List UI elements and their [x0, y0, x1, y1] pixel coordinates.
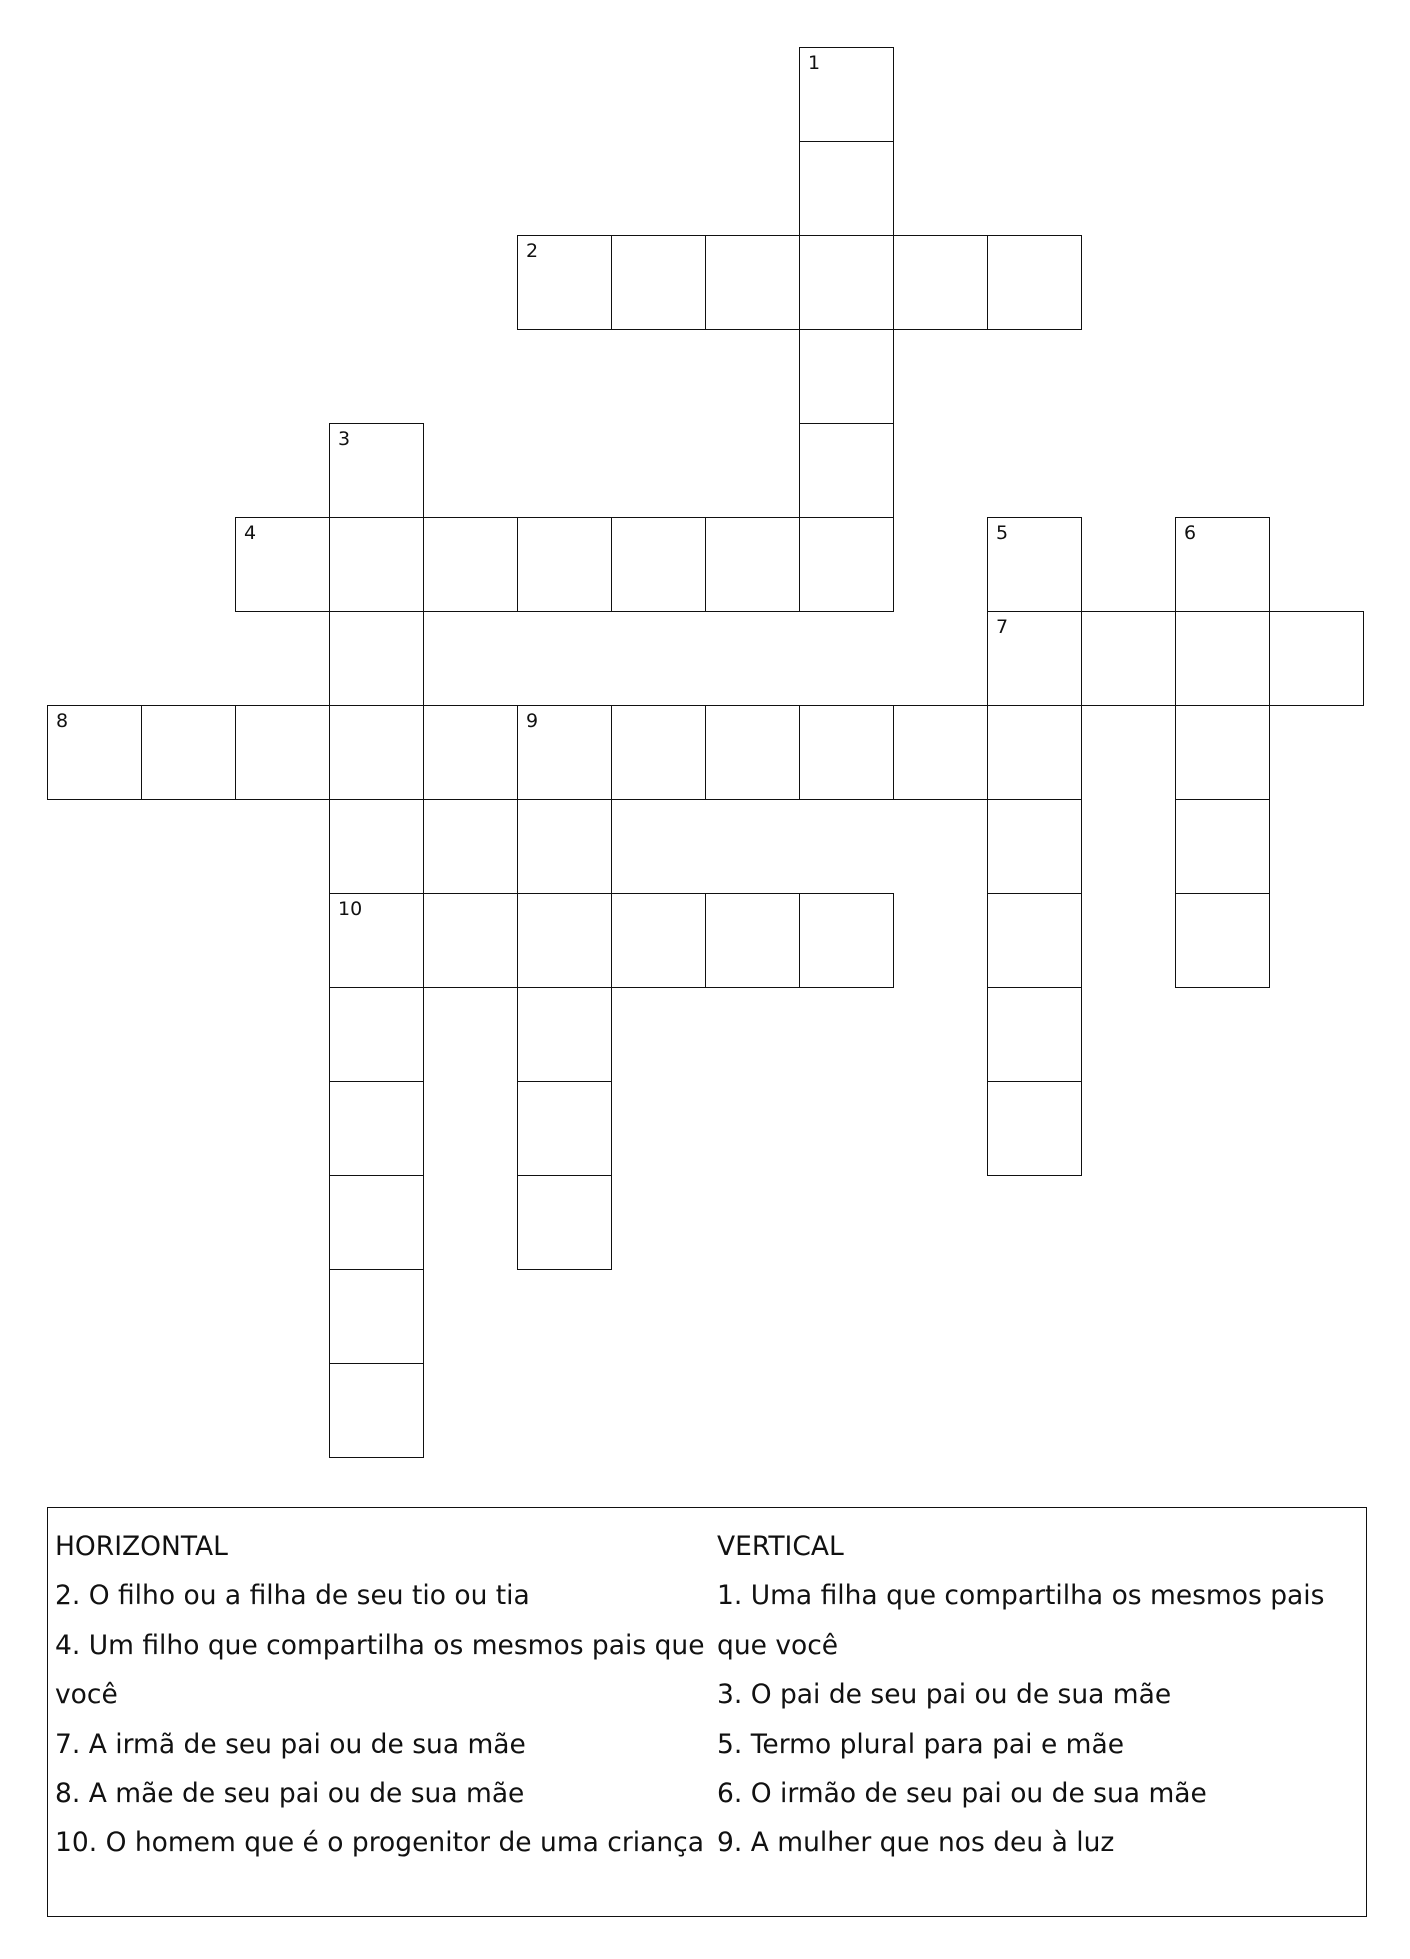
crossword-cell[interactable] [329, 799, 424, 894]
crossword-cell[interactable] [423, 517, 518, 612]
crossword-cell[interactable] [705, 517, 800, 612]
crossword-cell[interactable] [329, 1269, 424, 1364]
crossword-cell[interactable] [329, 1175, 424, 1270]
crossword-cell[interactable] [1175, 517, 1270, 612]
crossword-cell[interactable] [799, 423, 894, 518]
crossword-cell[interactable] [705, 705, 800, 800]
crossword-cell[interactable] [517, 517, 612, 612]
clue-number: 8 [56, 710, 69, 732]
crossword-cell[interactable] [517, 1081, 612, 1176]
crossword-cell[interactable] [329, 423, 424, 518]
horizontal-heading: HORIZONTAL [55, 1531, 228, 1562]
clue-number: 5 [996, 522, 1009, 544]
clues-box [47, 1507, 1367, 1917]
clue-line: 3. O pai de seu pai ou de sua mãe [717, 1679, 1172, 1711]
crossword-cell[interactable] [799, 517, 894, 612]
clue-line: 4. Um filho que compartilha os mesmos pais que [55, 1629, 705, 1661]
crossword-cell[interactable] [1175, 611, 1270, 706]
clue-line: 10. O homem que é o progenitor de uma criança [55, 1827, 704, 1859]
crossword-cell[interactable] [329, 517, 424, 612]
crossword-cell[interactable] [893, 235, 988, 330]
crossword-cell[interactable] [611, 235, 706, 330]
crossword-cell[interactable] [329, 1363, 424, 1458]
crossword-cell[interactable] [517, 893, 612, 988]
crossword-cell[interactable] [235, 517, 330, 612]
clue-number: 3 [338, 428, 351, 450]
crossword-cell[interactable] [611, 517, 706, 612]
crossword-cell[interactable] [329, 987, 424, 1082]
crossword-cell[interactable] [329, 705, 424, 800]
crossword-cell[interactable] [517, 705, 612, 800]
crossword-cell[interactable] [987, 705, 1082, 800]
crossword-cell[interactable] [799, 47, 894, 142]
clue-number: 2 [526, 240, 539, 262]
horizontal-clues [55, 1522, 705, 1868]
clue-number: 4 [244, 522, 257, 544]
crossword-cell[interactable] [423, 893, 518, 988]
clue-line: 1. Uma filha que compartilha os mesmos pais [717, 1580, 1325, 1612]
clue-line: você [55, 1679, 118, 1711]
crossword-cell[interactable] [47, 705, 142, 800]
crossword-cell[interactable] [235, 705, 330, 800]
crossword-cell[interactable] [1081, 611, 1176, 706]
crossword-cell[interactable] [1175, 799, 1270, 894]
clue-line: 8. A mãe de seu pai ou de sua mãe [55, 1777, 525, 1809]
crossword-cell[interactable] [893, 705, 988, 800]
crossword-cell[interactable] [987, 235, 1082, 330]
clue-number: 6 [1184, 522, 1197, 544]
crossword-cell[interactable] [517, 1175, 612, 1270]
crossword-cell[interactable] [329, 611, 424, 706]
crossword-cell[interactable] [987, 1081, 1082, 1176]
crossword-cell[interactable] [705, 235, 800, 330]
crossword-cell[interactable] [517, 235, 612, 330]
clue-line: que você [717, 1629, 839, 1661]
clue-line: 5. Termo plural para pai e mãe [717, 1728, 1125, 1760]
crossword-cell[interactable] [1175, 705, 1270, 800]
crossword-cell[interactable] [141, 705, 236, 800]
crossword-cell[interactable] [1175, 893, 1270, 988]
crossword-cell[interactable] [987, 893, 1082, 988]
clue-line: 9. A mulher que nos deu à luz [717, 1827, 1115, 1859]
clue-number: 9 [526, 710, 539, 732]
crossword-cell[interactable] [423, 705, 518, 800]
vertical-heading: VERTICAL [717, 1531, 844, 1562]
clue-number: 7 [996, 616, 1009, 638]
crossword-cell[interactable] [987, 517, 1082, 612]
crossword-cell[interactable] [517, 799, 612, 894]
vertical-clues [717, 1522, 1324, 1868]
crossword-cell[interactable] [799, 705, 894, 800]
crossword-cell[interactable] [329, 893, 424, 988]
crossword-cell[interactable] [987, 987, 1082, 1082]
crossword-cell[interactable] [329, 1081, 424, 1176]
clue-line: 7. A irmã de seu pai ou de sua mãe [55, 1728, 526, 1760]
crossword-cell[interactable] [517, 987, 612, 1082]
crossword-cell[interactable] [1269, 611, 1364, 706]
crossword-cell[interactable] [799, 141, 894, 236]
crossword-cell[interactable] [611, 893, 706, 988]
crossword-cell[interactable] [611, 705, 706, 800]
crossword-cell[interactable] [799, 235, 894, 330]
clue-number: 10 [338, 898, 363, 920]
crossword-cell[interactable] [799, 893, 894, 988]
crossword-cell[interactable] [799, 329, 894, 424]
clue-number: 1 [808, 52, 821, 74]
crossword-cell[interactable] [987, 611, 1082, 706]
crossword-cell[interactable] [705, 893, 800, 988]
clue-line: 6. O irmão de seu pai ou de sua mãe [717, 1777, 1207, 1809]
crossword-cell[interactable] [987, 799, 1082, 894]
clue-line: 2. O filho ou a filha de seu tio ou tia [55, 1580, 530, 1612]
